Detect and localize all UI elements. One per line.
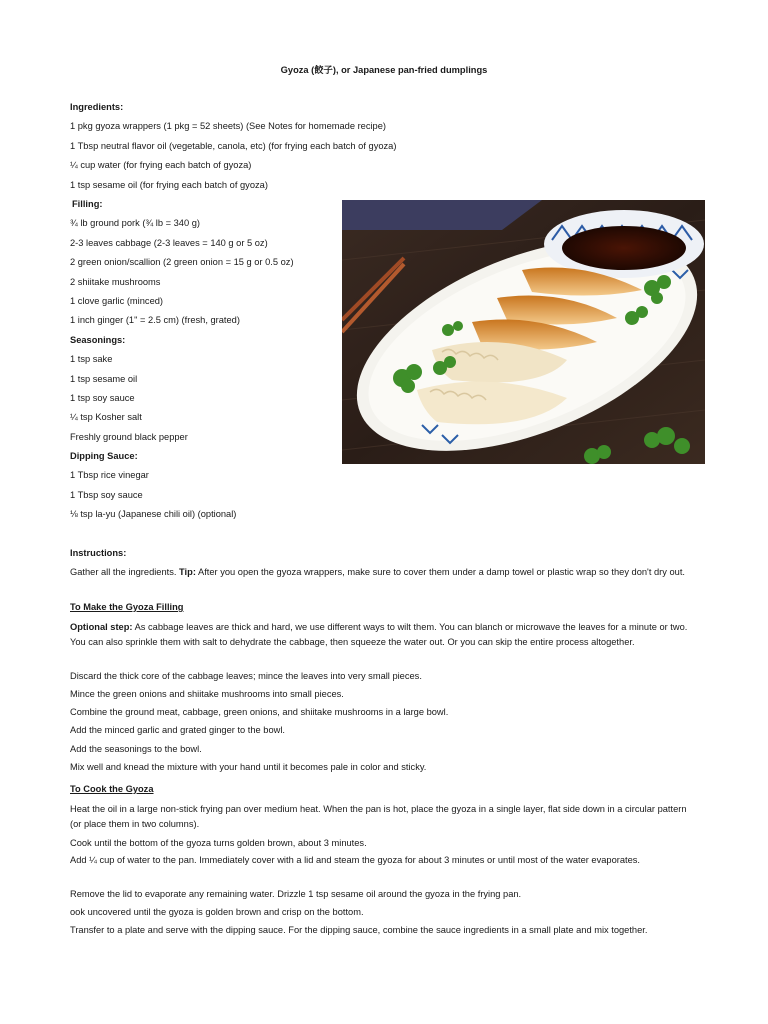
filling-steps-heading: To Make the Gyoza Filling [70, 602, 184, 612]
instructions-intro [70, 565, 690, 580]
ingredients-heading: Ingredients: [70, 102, 124, 112]
cook-steps-heading: To Cook the Gyoza [70, 784, 154, 794]
optional-step [70, 620, 690, 650]
filling-step: Discard the thick core of the cabbage leaves; mince the leaves into very small pieces. [70, 671, 422, 681]
filling-item: ¾ lb ground pork (¾ lb = 340 g) [70, 218, 200, 228]
cook-step: Heat the oil in a large non-stick frying pan over medium heat. When the pan is hot, place the gyoza in a single layer, flat side down in a circular pattern (or place them in two columns). [70, 804, 687, 829]
dipping-heading: Dipping Sauce: [70, 451, 138, 461]
filling-item: 1 clove garlic (minced) [70, 296, 164, 306]
seasoning-item: ¼ tsp Kosher salt [70, 412, 142, 422]
seasonings-heading: Seasonings: [70, 335, 126, 345]
cook-step: Add ¼ cup of water to the pan. Immediately cover with a lid and steam the gyoza for about 3 minutes or until most of the water evaporates. [70, 855, 640, 865]
filling-step: Combine the ground meat, cabbage, green onions, and shiitake mushrooms in a large bowl. [70, 707, 449, 717]
cook-step: Cook until the bottom of the gyoza turns golden brown, about 3 minutes. [70, 838, 367, 848]
page-title: Gyoza (餃子), or Japanese pan-fried dumplings [280, 65, 488, 75]
gyoza-plate-photo [342, 200, 705, 464]
intro-text: After you open the gyoza wrappers, make sure to cover them under a damp towel or plastic wrap so they don't dry out. [195, 567, 686, 577]
intro-text: Gather all the ingredients. [70, 567, 180, 577]
dipping-item: ⅛ tsp la-yu (Japanese chili oil) (optional) [70, 509, 237, 519]
filling-step: Add the seasonings to the bowl. [70, 744, 202, 754]
optional-label: Optional step: [70, 622, 133, 632]
ingredient-item: ¼ cup water (for frying each batch of gyoza) [70, 160, 252, 170]
seasoning-item: Freshly ground black pepper [70, 432, 188, 442]
tip-label: Tip: [179, 567, 196, 577]
ingredient-item: 1 Tbsp neutral flavor oil (vegetable, canola, etc) (for frying each batch of gyoza) [70, 141, 397, 151]
filling-heading: Filling: [72, 199, 103, 209]
cook-step: ook uncovered until the gyoza is golden brown and crisp on the bottom. [70, 907, 364, 917]
ingredient-item: 1 pkg gyoza wrappers (1 pkg = 52 sheets) (See Notes for homemade recipe) [70, 121, 386, 131]
optional-text: As cabbage leaves are thick and hard, we use different ways to wilt them. You can blanch or microwave the leaves for a minute or two. You can also sprinkle them with salt to dehydrate the cabbage, then squeeze the water out. Or you can skip the entire process altogether. [70, 622, 688, 647]
filling-item: 2 green onion/scallion (2 green onion = 15 g or 0.5 oz) [70, 257, 294, 267]
filling-item: 2-3 leaves cabbage (2-3 leaves = 140 g or 5 oz) [70, 238, 268, 248]
filling-step: Mix well and knead the mixture with your hand until it becomes pale in color and sticky. [70, 762, 427, 772]
filling-item: 1 inch ginger (1" = 2.5 cm) (fresh, grated) [70, 315, 240, 325]
ingredient-item: 1 tsp sesame oil (for frying each batch of gyoza) [70, 180, 268, 190]
filling-item: 2 shiitake mushrooms [70, 277, 161, 287]
seasoning-item: 1 tsp sesame oil [70, 374, 138, 384]
filling-step: Add the minced garlic and grated ginger to the bowl. [70, 725, 285, 735]
filling-step: Mince the green onions and shiitake mushrooms into small pieces. [70, 689, 344, 699]
dipping-item: 1 Tbsp soy sauce [70, 490, 143, 500]
instructions-heading: Instructions: [70, 548, 127, 558]
seasoning-item: 1 tsp sake [70, 354, 113, 364]
cook-step: Remove the lid to evaporate any remaining water. Drizzle 1 tsp sesame oil around the gyoza in the frying pan. [70, 889, 522, 899]
seasoning-item: 1 tsp soy sauce [70, 393, 135, 403]
cook-step: Transfer to a plate and serve with the dipping sauce. For the dipping sauce, combine the sauce ingredients in a small plate and mix together. [70, 925, 648, 935]
dipping-item: 1 Tbsp rice vinegar [70, 470, 149, 480]
